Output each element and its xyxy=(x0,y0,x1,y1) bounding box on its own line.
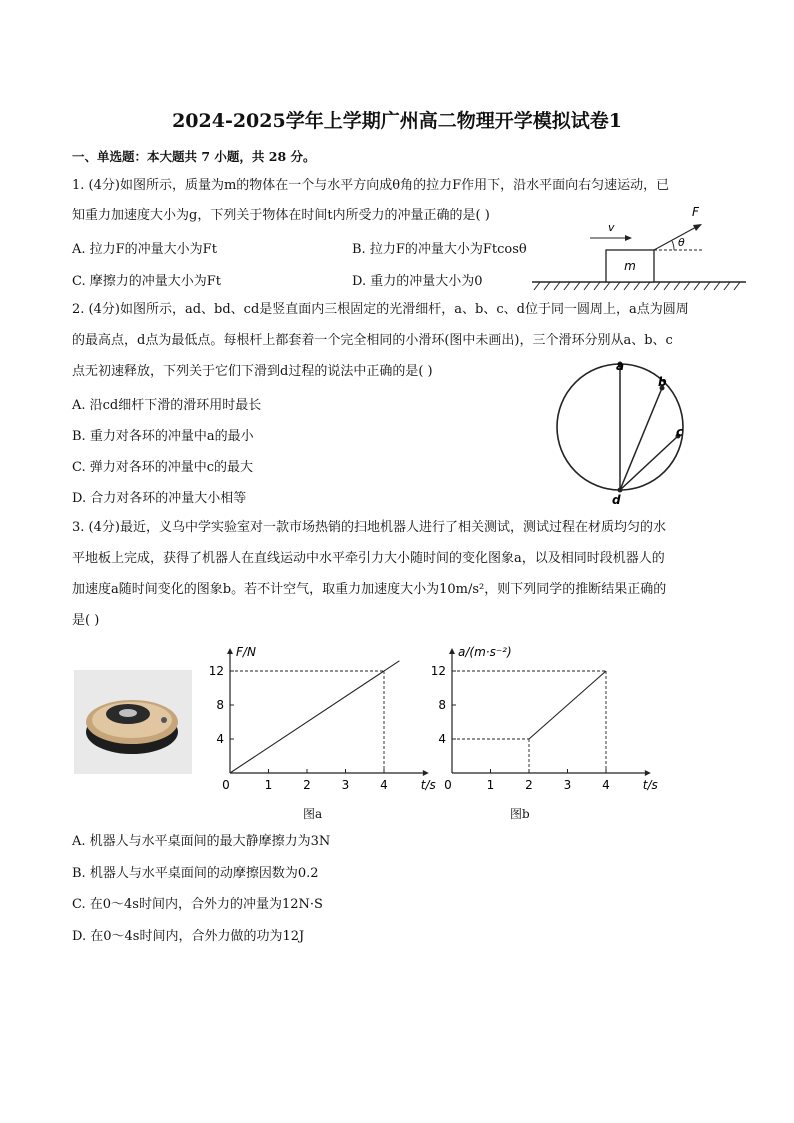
label-F: F xyxy=(692,205,699,219)
q2-stem-line3: 点无初速释放，下列关于它们下滑到d过程的说法中正确的是( ) xyxy=(72,364,433,379)
chart-b xyxy=(420,640,658,800)
chart-b-y-arrow xyxy=(449,648,455,654)
chart-a-series-line xyxy=(230,661,399,773)
chart-a-xtick-label-4: 4 xyxy=(380,778,388,792)
q1-option-d[interactable]: D. 重力的冲量大小为0 xyxy=(352,274,483,289)
q1-stem-line1: 1. (4分)如图所示，质量为m的物体在一个与水平方向成θ角的拉力F作用下，沿水平面向右匀速运动，已 xyxy=(72,178,670,193)
q1-option-a[interactable]: A. 拉力F的冲量大小为Ft xyxy=(72,242,217,257)
chart-a-xtick-label-2: 2 xyxy=(303,778,311,792)
q1-option-b[interactable]: B. 拉力F的冲量大小为Ftcosθ xyxy=(352,242,527,257)
rod-cd xyxy=(620,436,678,490)
chart-b-xtick-label-4: 4 xyxy=(602,778,610,792)
label-v: v xyxy=(608,221,615,234)
chart-a-y-arrow xyxy=(227,648,233,654)
chart-a-ytick-label-8: 8 xyxy=(216,698,224,712)
section-heading: 一、单选题：本大题共 7 小题，共 28 分。 xyxy=(72,149,316,164)
q3-stem-line2: 平地板上完成，获得了机器人在直线运动中水平牵引力大小随时间的变化图象a，以及相同时段机器人的 xyxy=(72,551,665,566)
point-d: d xyxy=(612,493,621,507)
chart-b-xtick-label-2: 2 xyxy=(525,778,533,792)
q1-option-c[interactable]: C. 摩擦力的冲量大小为Ft xyxy=(72,274,221,289)
chart-b-y-label: a/(m·s⁻²) xyxy=(458,645,512,659)
point-b: b xyxy=(658,375,667,389)
robot-vacuum-image xyxy=(74,670,192,774)
chart-b-x-arrow xyxy=(645,770,651,776)
chart-b-series-line xyxy=(529,671,606,739)
chart-a-ytick-label-4: 4 xyxy=(216,732,224,746)
q2-option-c[interactable]: C. 弹力对各环的冲量中c的最大 xyxy=(72,460,254,475)
point-a: a xyxy=(616,359,625,373)
chart-b-ytick-label-4: 4 xyxy=(438,732,446,746)
q3-option-c[interactable]: C. 在0～4s时间内，合外力的冲量为12N·S xyxy=(72,897,323,912)
chart-b-ytick-label-12: 12 xyxy=(430,664,446,678)
chart-b-caption: 图b xyxy=(510,807,530,821)
q3-option-a[interactable]: A. 机器人与水平桌面间的最大静摩擦力为3N xyxy=(72,834,331,849)
page-title: 2024-2025学年上学期广州高二物理开学模拟试卷1 xyxy=(172,110,622,132)
chart-a-ytick-label-12: 12 xyxy=(208,664,224,678)
q3-option-d[interactable]: D. 在0～4s时间内，合外力做的功为12J xyxy=(72,929,305,944)
chart-a-y-label: F/N xyxy=(236,645,256,659)
q2-circle-figure xyxy=(550,356,700,506)
chart-b-xtick-label-3: 3 xyxy=(563,778,572,792)
q2-stem-line2: 的最高点，d点为最低点。每根杆上都套着一个完全相同的小滑环(图中未画出)，三个滑环分别从a、b、c xyxy=(72,333,673,348)
force-arrow xyxy=(654,226,698,250)
q3-stem-line1: 3. (4分)最近，义乌中学实验室对一款市场热销的扫地机器人进行了相关测试，测试过程在材质均匀的水 xyxy=(72,520,666,535)
chart-b-ytick-label-8: 8 xyxy=(438,698,446,712)
chart-a-x-label: t/s xyxy=(420,778,436,792)
chart-b-origin-label: 0 xyxy=(444,778,452,792)
chart-a-caption: 图a xyxy=(303,807,323,821)
q1-figure xyxy=(528,200,750,296)
q1-stem-line2: 知重力加速度大小为g，下列关于物体在时间t内所受力的冲量正确的是( ) xyxy=(72,208,490,223)
q3-option-b[interactable]: B. 机器人与水平桌面间的动摩擦因数为0.2 xyxy=(72,866,319,881)
chart-b-x-label: t/s xyxy=(642,778,658,792)
q3-stem-line3: 加速度a随时间变化的图象b。若不计空气，取重力加速度大小为10m/s²，则下列同学的推断结果正确的 xyxy=(72,582,667,597)
q2-stem-line1: 2. (4分)如图所示，ad、bd、cd是竖直面内三根固定的光滑细杆，a、b、c、d位于同一圆周上，a点为圆周 xyxy=(72,302,689,317)
chart-a-xtick-label-3: 3 xyxy=(341,778,350,792)
q2-option-a[interactable]: A. 沿cd细杆下滑的滑环用时最长 xyxy=(72,398,262,413)
label-m: m xyxy=(624,259,636,273)
chart-a-origin-label: 0 xyxy=(222,778,230,792)
chart-b-xtick-label-1: 1 xyxy=(486,778,495,792)
chart-a-xtick-label-1: 1 xyxy=(264,778,273,792)
q2-option-d[interactable]: D. 合力对各环的冲量大小相等 xyxy=(72,491,247,506)
q3-stem-line4: 是( ) xyxy=(72,613,100,628)
label-theta: θ xyxy=(678,236,685,249)
q2-option-b[interactable]: B. 重力对各环的冲量中a的最小 xyxy=(72,429,254,444)
chart-a xyxy=(198,640,436,800)
rod-bd xyxy=(620,388,662,490)
point-c: c xyxy=(676,425,684,439)
